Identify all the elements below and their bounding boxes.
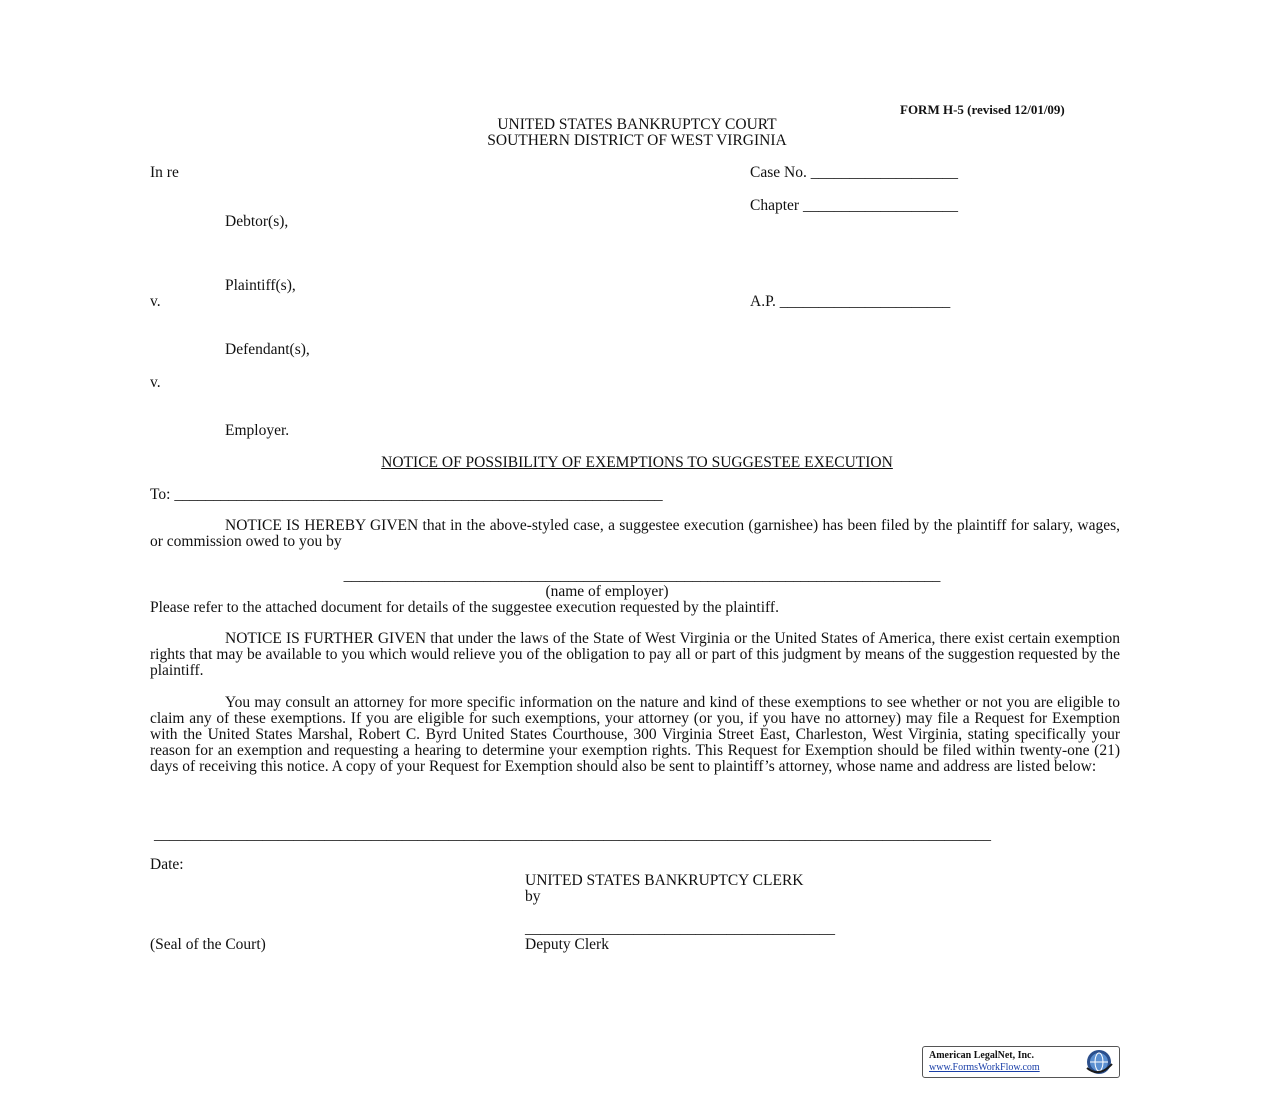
defendants-label: Defendant(s), [225, 341, 310, 358]
deputy-clerk-label: Deputy Clerk [525, 936, 609, 953]
adversary-proceeding-field: A.P. ______________________ [750, 293, 951, 310]
debtors-label: Debtor(s), [225, 213, 289, 230]
globe-icon [1083, 1048, 1115, 1076]
footer-logo [922, 1046, 1120, 1078]
to-field: To: _______________________________________________________________ [150, 486, 663, 503]
employer-name-caption: (name of employer) [545, 583, 669, 600]
court-name: UNITED STATES BANKRUPTCY COURT [497, 116, 777, 133]
further-notice-paragraph [150, 631, 1120, 679]
clerk-title: UNITED STATES BANKRUPTCY CLERK [525, 872, 804, 889]
refer-text: Please refer to the attached document for details of the suggestee execution requested by the plaintiff. [150, 599, 779, 616]
attorney-paragraph [150, 695, 1120, 775]
form-id: FORM H-5 (revised 12/01/09) [900, 102, 1065, 117]
attorney-paragraph-text: You may consult an attorney for more specific information on the nature and kind of these exemptions to see whether or not you are eligible to claim any of these exemptions. If you are eligible for such exemptions, your attorney (or you, if you have no attorney) may file a Request for Exemption with the United States Marshal, Robert C. Byrd United States Courthouse, 300 Virginia Street East, Charleston, West Virginia, stating specifically your reason for an exemption and requesting a hearing to determine your exemption rights. This Request for Exemption should be filed within twenty-one (21) days of receiving this notice. A copy of your Request for Exemption should also be sent to plaintiff’s attorney, whose name and address are listed below: [150, 694, 1120, 775]
date-label: Date: [150, 856, 184, 873]
by-label: by [525, 888, 541, 905]
employer-label: Employer. [225, 422, 290, 439]
versus-label: v. [150, 374, 161, 391]
in-re-label: In re [150, 164, 179, 181]
notice-paragraph-text: NOTICE IS HEREBY GIVEN that in the above-styled case, a suggestee execution (garnishee) has been filed by the plaintiff for salary, wages, or commission owed to you by [150, 517, 1120, 550]
attorney-line: ____________________________________________________________________________________________________________ [154, 826, 991, 843]
logo-company: American LegalNet, Inc. [929, 1050, 1034, 1061]
plaintiffs-label: Plaintiff(s), [225, 277, 296, 294]
chapter-field: Chapter ____________________ [750, 197, 958, 214]
employer-name-line: _____________________________________________________________________________ [343, 567, 941, 584]
notice-paragraph [150, 518, 1120, 550]
signature-line: ________________________________________ [525, 920, 835, 937]
seal-label: (Seal of the Court) [150, 936, 266, 953]
case-number-field: Case No. ___________________ [750, 164, 958, 181]
logo-link[interactable]: www.FormsWorkFlow.com [929, 1062, 1040, 1073]
further-notice-text: NOTICE IS FURTHER GIVEN that under the laws of the State of West Virginia or the United States of America, there exist certain exemption rights that may be available to you which would relieve you of the obligation to pay all or part of this judgment by means of the suggestion requested by the plaintiff. [150, 630, 1120, 679]
notice-title: NOTICE OF POSSIBILITY OF EXEMPTIONS TO SUGGESTEE EXECUTION [381, 454, 893, 471]
court-district: SOUTHERN DISTRICT OF WEST VIRGINIA [487, 132, 787, 149]
versus-label: v. [150, 293, 161, 310]
